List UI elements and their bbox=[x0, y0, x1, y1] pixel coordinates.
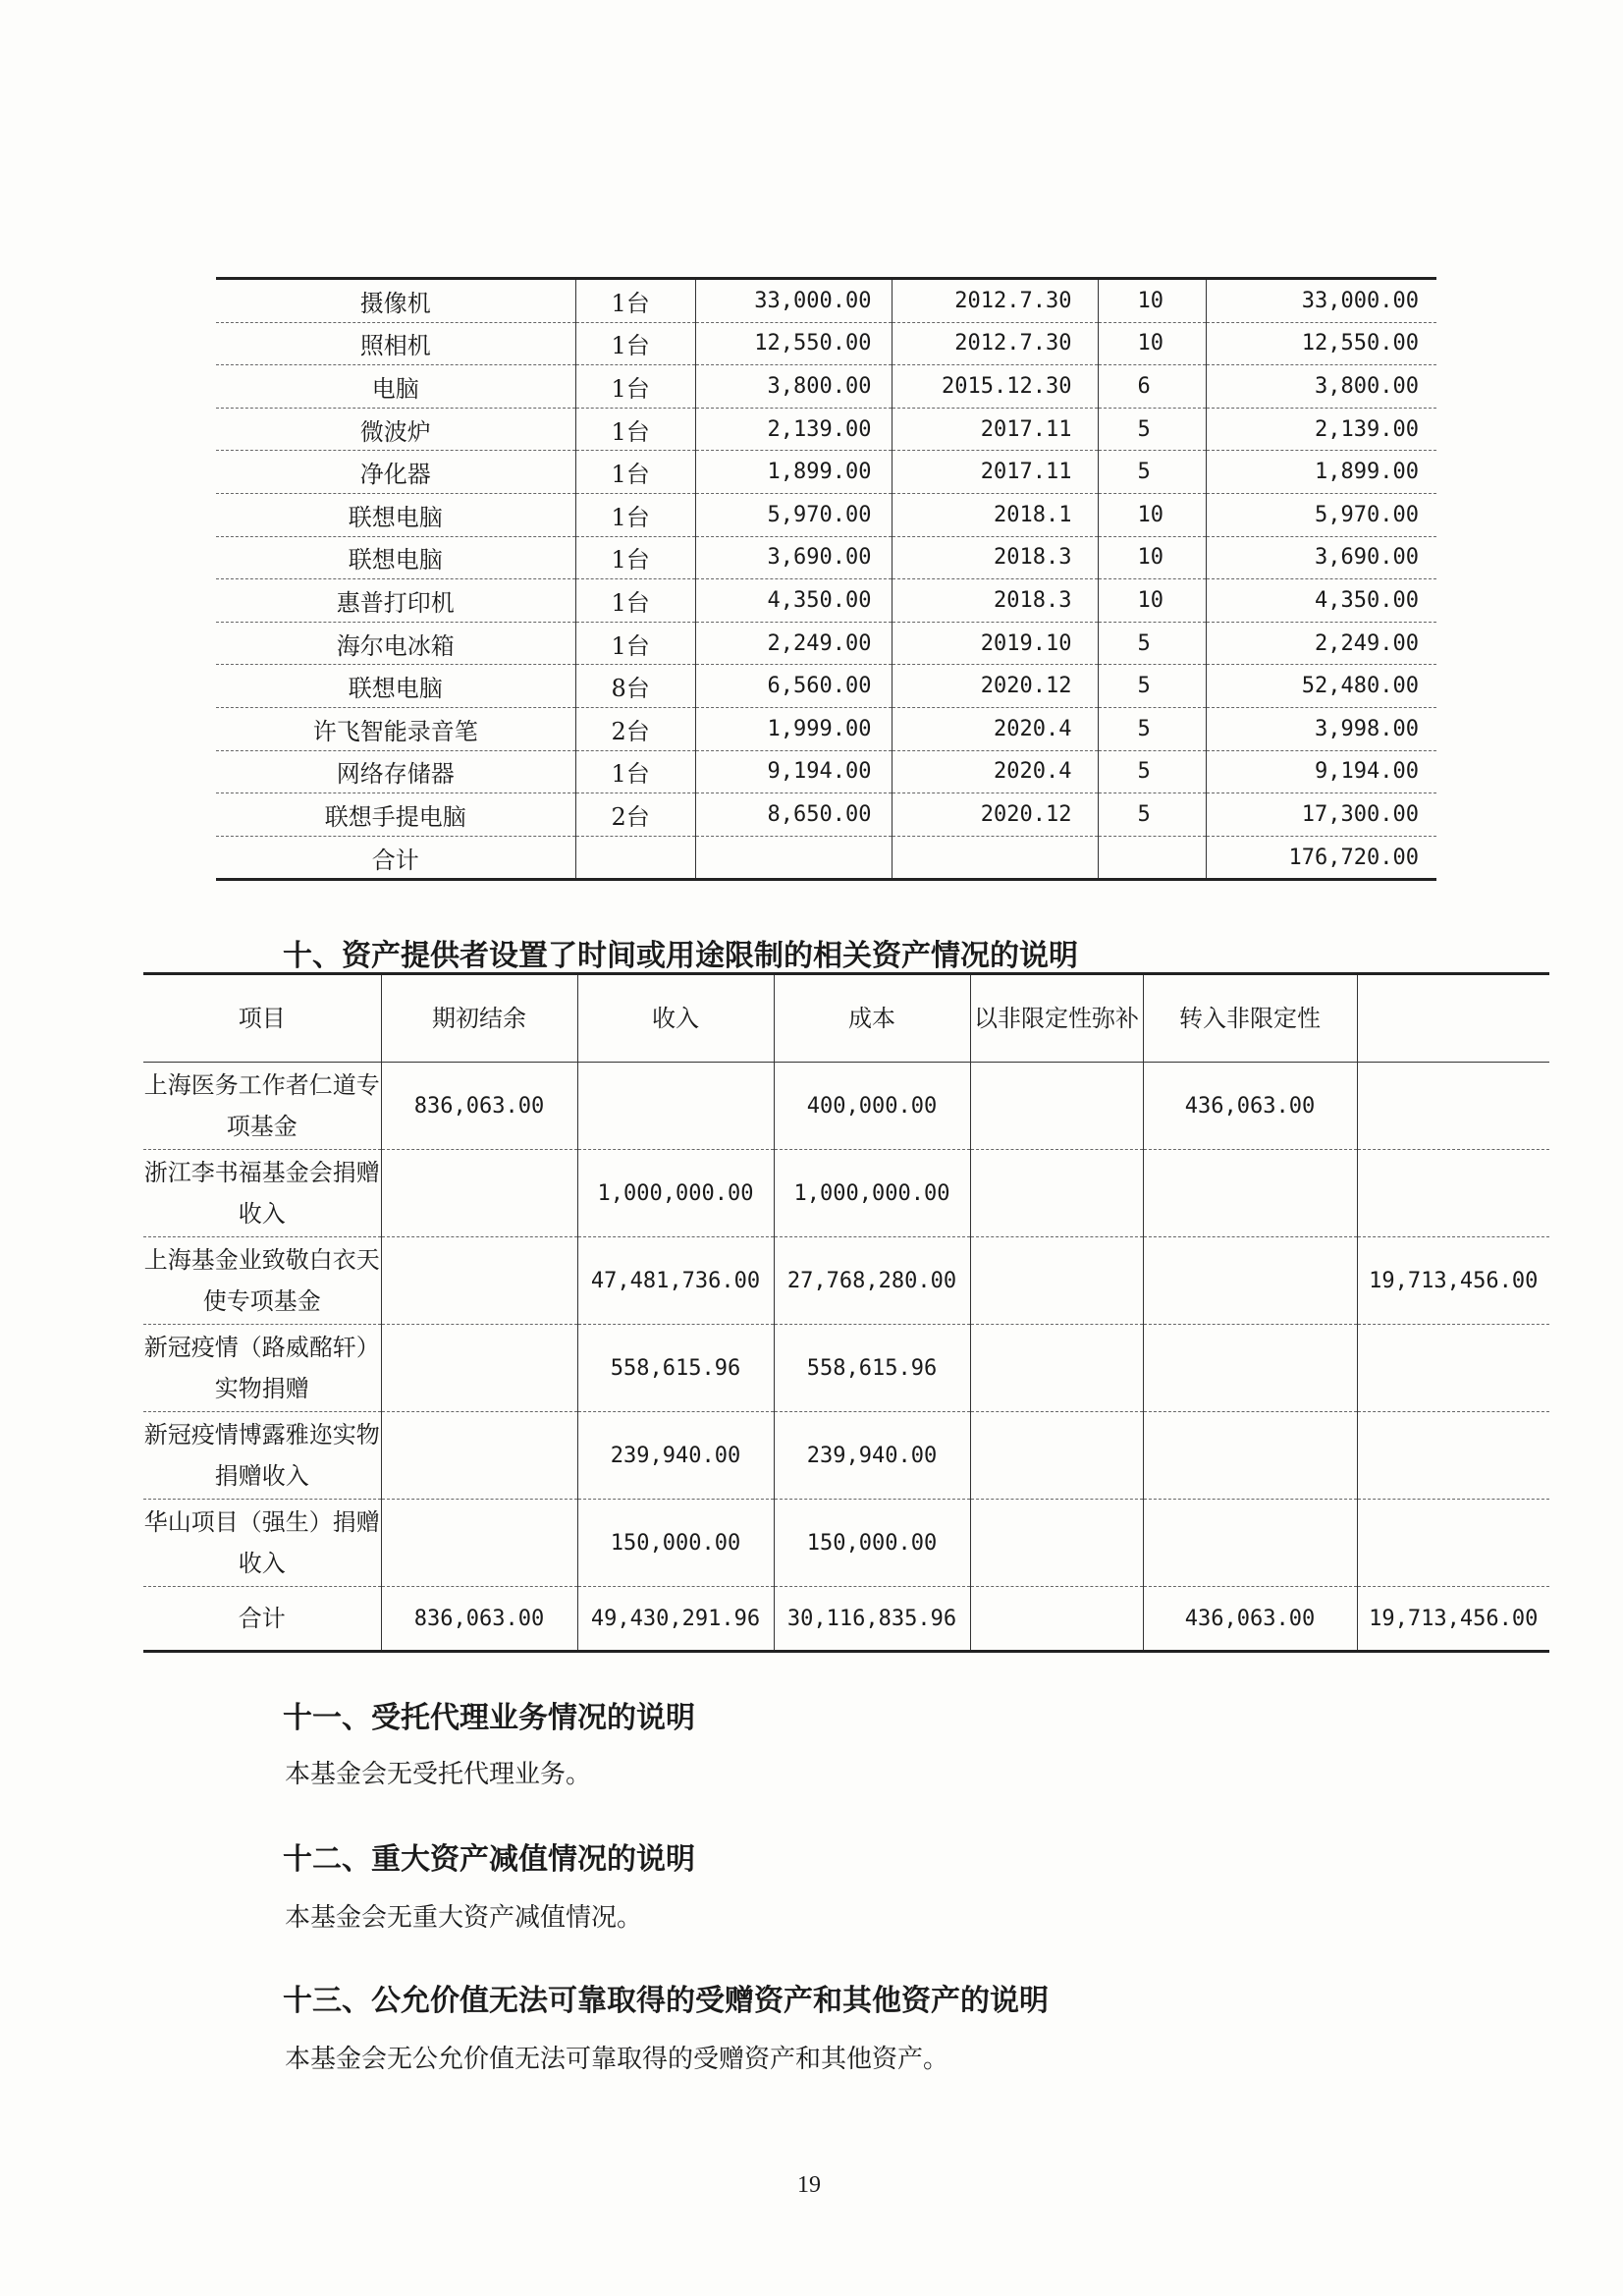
cell-opening bbox=[381, 1325, 577, 1412]
table-row bbox=[216, 536, 1436, 579]
asset-date: 2019.10 bbox=[892, 622, 1098, 665]
asset-date: 2017.11 bbox=[892, 408, 1098, 451]
column-header: 收入 bbox=[577, 974, 774, 1063]
asset-price: 3,800.00 bbox=[695, 365, 892, 409]
asset-price: 33,000.00 bbox=[695, 279, 892, 323]
cell-item: 新冠疫情博露雅迩实物捐赠收入 bbox=[143, 1412, 381, 1500]
empty-cell bbox=[575, 836, 695, 880]
asset-qty: 1台 bbox=[575, 322, 695, 365]
asset-date: 2020.12 bbox=[892, 793, 1098, 837]
fixed-asset-table bbox=[216, 277, 1436, 881]
asset-total: 17,300.00 bbox=[1206, 793, 1436, 837]
section11-text: 本基金会无受托代理业务。 bbox=[285, 1760, 592, 1789]
asset-name: 净化器 bbox=[216, 451, 575, 494]
cell-cost: 150,000.00 bbox=[774, 1500, 970, 1587]
section11-heading: 十一、受托代理业务情况的说明 bbox=[283, 1701, 695, 1735]
cell-cost: 239,940.00 bbox=[774, 1412, 970, 1500]
asset-total: 2,139.00 bbox=[1206, 408, 1436, 451]
table-row bbox=[216, 579, 1436, 623]
asset-total: 52,480.00 bbox=[1206, 665, 1436, 708]
asset-name: 海尔电冰箱 bbox=[216, 622, 575, 665]
cell-closing bbox=[1357, 1500, 1549, 1587]
total-income: 49,430,291.96 bbox=[577, 1587, 774, 1652]
asset-total: 33,000.00 bbox=[1206, 279, 1436, 323]
asset-qty: 8台 bbox=[575, 665, 695, 708]
cell-transfer bbox=[1143, 1237, 1357, 1325]
cell-offset bbox=[970, 1237, 1143, 1325]
cell-item: 浙江李书福基金会捐赠收入 bbox=[143, 1150, 381, 1237]
cell-transfer bbox=[1143, 1325, 1357, 1412]
table-row bbox=[216, 493, 1436, 536]
asset-qty: 1台 bbox=[575, 279, 695, 323]
asset-price: 8,650.00 bbox=[695, 793, 892, 837]
asset-life: 5 bbox=[1098, 622, 1206, 665]
asset-price: 4,350.00 bbox=[695, 579, 892, 623]
asset-life: 5 bbox=[1098, 665, 1206, 708]
asset-qty: 1台 bbox=[575, 536, 695, 579]
asset-life: 10 bbox=[1098, 579, 1206, 623]
asset-date: 2015.12.30 bbox=[892, 365, 1098, 409]
asset-date: 2020.12 bbox=[892, 665, 1098, 708]
asset-qty: 2台 bbox=[575, 707, 695, 750]
restricted-asset-table bbox=[143, 972, 1549, 1653]
asset-date: 2018.3 bbox=[892, 579, 1098, 623]
asset-life: 10 bbox=[1098, 322, 1206, 365]
section12-heading: 十二、重大资产减值情况的说明 bbox=[283, 1842, 695, 1877]
column-header: 成本 bbox=[774, 974, 970, 1063]
cell-offset bbox=[970, 1150, 1143, 1237]
table-row bbox=[216, 365, 1436, 409]
asset-name: 照相机 bbox=[216, 322, 575, 365]
cell-opening bbox=[381, 1150, 577, 1237]
table-row bbox=[216, 793, 1436, 837]
table-row bbox=[143, 1412, 1549, 1500]
asset-name: 网络存储器 bbox=[216, 750, 575, 793]
asset-price: 3,690.00 bbox=[695, 536, 892, 579]
section10-heading: 十、资产提供者设置了时间或用途限制的相关资产情况的说明 bbox=[283, 939, 1078, 973]
asset-price: 1,899.00 bbox=[695, 451, 892, 494]
asset-date: 2020.4 bbox=[892, 707, 1098, 750]
asset-qty: 1台 bbox=[575, 493, 695, 536]
asset-date: 2018.1 bbox=[892, 493, 1098, 536]
asset-qty: 2台 bbox=[575, 793, 695, 837]
asset-life: 10 bbox=[1098, 493, 1206, 536]
cell-offset bbox=[970, 1500, 1143, 1587]
cell-opening bbox=[381, 1500, 577, 1587]
column-header bbox=[1357, 974, 1549, 1063]
cell-item: 华山项目（强生）捐赠收入 bbox=[143, 1500, 381, 1587]
asset-date: 2020.4 bbox=[892, 750, 1098, 793]
cell-cost: 400,000.00 bbox=[774, 1063, 970, 1150]
total-row bbox=[216, 836, 1436, 880]
asset-date: 2012.7.30 bbox=[892, 322, 1098, 365]
asset-price: 12,550.00 bbox=[695, 322, 892, 365]
section13-text: 本基金会无公允价值无法可靠取得的受赠资产和其他资产。 bbox=[285, 2045, 949, 2074]
cell-cost: 1,000,000.00 bbox=[774, 1150, 970, 1237]
total-row bbox=[143, 1587, 1549, 1652]
table-row bbox=[143, 1325, 1549, 1412]
cell-cost: 558,615.96 bbox=[774, 1325, 970, 1412]
asset-life: 5 bbox=[1098, 750, 1206, 793]
table-row bbox=[216, 707, 1436, 750]
table-row bbox=[216, 408, 1436, 451]
asset-qty: 1台 bbox=[575, 750, 695, 793]
asset-name: 电脑 bbox=[216, 365, 575, 409]
table-row bbox=[216, 451, 1436, 494]
asset-price: 5,970.00 bbox=[695, 493, 892, 536]
asset-date: 2017.11 bbox=[892, 451, 1098, 494]
asset-qty: 1台 bbox=[575, 451, 695, 494]
asset-date: 2018.3 bbox=[892, 536, 1098, 579]
cell-closing bbox=[1357, 1412, 1549, 1500]
table-row bbox=[143, 1150, 1549, 1237]
asset-total: 3,690.00 bbox=[1206, 536, 1436, 579]
asset-qty: 1台 bbox=[575, 622, 695, 665]
cell-opening bbox=[381, 1237, 577, 1325]
asset-date: 2012.7.30 bbox=[892, 279, 1098, 323]
asset-name: 微波炉 bbox=[216, 408, 575, 451]
asset-name: 联想手提电脑 bbox=[216, 793, 575, 837]
cell-income bbox=[577, 1063, 774, 1150]
asset-name: 摄像机 bbox=[216, 279, 575, 323]
total-value: 176,720.00 bbox=[1206, 836, 1436, 880]
cell-item: 新冠疫情（路威酩轩）实物捐赠 bbox=[143, 1325, 381, 1412]
table-row bbox=[216, 322, 1436, 365]
asset-life: 10 bbox=[1098, 536, 1206, 579]
asset-total: 5,970.00 bbox=[1206, 493, 1436, 536]
column-header: 项目 bbox=[143, 974, 381, 1063]
total-transfer: 436,063.00 bbox=[1143, 1587, 1357, 1652]
cell-closing bbox=[1357, 1150, 1549, 1237]
table-row bbox=[143, 1063, 1549, 1150]
column-header: 以非限定性弥补 bbox=[970, 974, 1143, 1063]
asset-name: 惠普打印机 bbox=[216, 579, 575, 623]
table-row bbox=[216, 622, 1436, 665]
total-closing: 19,713,456.00 bbox=[1357, 1587, 1549, 1652]
cell-income: 47,481,736.00 bbox=[577, 1237, 774, 1325]
header-row bbox=[143, 974, 1549, 1063]
asset-qty: 1台 bbox=[575, 408, 695, 451]
cell-opening bbox=[381, 1412, 577, 1500]
cell-closing bbox=[1357, 1063, 1549, 1150]
asset-name: 联想电脑 bbox=[216, 536, 575, 579]
asset-total: 1,899.00 bbox=[1206, 451, 1436, 494]
asset-life: 10 bbox=[1098, 279, 1206, 323]
asset-price: 2,249.00 bbox=[695, 622, 892, 665]
cell-offset bbox=[970, 1063, 1143, 1150]
asset-total: 9,194.00 bbox=[1206, 750, 1436, 793]
total-cost: 30,116,835.96 bbox=[774, 1587, 970, 1652]
table-row bbox=[216, 750, 1436, 793]
empty-cell bbox=[892, 836, 1098, 880]
asset-price: 9,194.00 bbox=[695, 750, 892, 793]
section12-text: 本基金会无重大资产减值情况。 bbox=[285, 1903, 643, 1933]
asset-total: 3,800.00 bbox=[1206, 365, 1436, 409]
asset-price: 6,560.00 bbox=[695, 665, 892, 708]
table-row bbox=[143, 1500, 1549, 1587]
asset-total: 4,350.00 bbox=[1206, 579, 1436, 623]
empty-cell bbox=[1098, 836, 1206, 880]
asset-life: 5 bbox=[1098, 793, 1206, 837]
total-label: 合计 bbox=[371, 846, 419, 874]
empty-cell bbox=[695, 836, 892, 880]
asset-qty: 1台 bbox=[575, 579, 695, 623]
column-header: 期初结余 bbox=[381, 974, 577, 1063]
asset-total: 2,249.00 bbox=[1206, 622, 1436, 665]
cell-income: 239,940.00 bbox=[577, 1412, 774, 1500]
cell-transfer bbox=[1143, 1412, 1357, 1500]
table-row bbox=[143, 1237, 1549, 1325]
asset-total: 3,998.00 bbox=[1206, 707, 1436, 750]
cell-item: 上海医务工作者仁道专项基金 bbox=[143, 1063, 381, 1150]
cell-transfer bbox=[1143, 1500, 1357, 1587]
cell-income: 150,000.00 bbox=[577, 1500, 774, 1587]
table-row bbox=[216, 665, 1436, 708]
total-offset bbox=[970, 1587, 1143, 1652]
asset-name: 许飞智能录音笔 bbox=[216, 707, 575, 750]
cell-transfer bbox=[1143, 1150, 1357, 1237]
total-item: 合计 bbox=[238, 1605, 286, 1632]
total-opening: 836,063.00 bbox=[381, 1587, 577, 1652]
asset-life: 5 bbox=[1098, 707, 1206, 750]
cell-income: 558,615.96 bbox=[577, 1325, 774, 1412]
asset-name: 联想电脑 bbox=[216, 493, 575, 536]
asset-qty: 1台 bbox=[575, 365, 695, 409]
asset-total: 12,550.00 bbox=[1206, 322, 1436, 365]
page-number: 19 bbox=[797, 2172, 821, 2198]
cell-opening: 836,063.00 bbox=[381, 1063, 577, 1150]
cell-closing: 19,713,456.00 bbox=[1357, 1237, 1549, 1325]
section13-heading: 十三、公允价值无法可靠取得的受赠资产和其他资产的说明 bbox=[283, 1984, 1049, 2018]
table-row bbox=[216, 279, 1436, 323]
cell-income: 1,000,000.00 bbox=[577, 1150, 774, 1237]
asset-price: 2,139.00 bbox=[695, 408, 892, 451]
asset-life: 5 bbox=[1098, 408, 1206, 451]
cell-transfer: 436,063.00 bbox=[1143, 1063, 1357, 1150]
cell-offset bbox=[970, 1325, 1143, 1412]
cell-closing bbox=[1357, 1325, 1549, 1412]
cell-offset bbox=[970, 1412, 1143, 1500]
asset-life: 6 bbox=[1098, 365, 1206, 409]
column-header: 转入非限定性 bbox=[1143, 974, 1357, 1063]
asset-life: 5 bbox=[1098, 451, 1206, 494]
cell-cost: 27,768,280.00 bbox=[774, 1237, 970, 1325]
asset-name: 联想电脑 bbox=[216, 665, 575, 708]
asset-price: 1,999.00 bbox=[695, 707, 892, 750]
cell-item: 上海基金业致敬白衣天使专项基金 bbox=[143, 1237, 381, 1325]
